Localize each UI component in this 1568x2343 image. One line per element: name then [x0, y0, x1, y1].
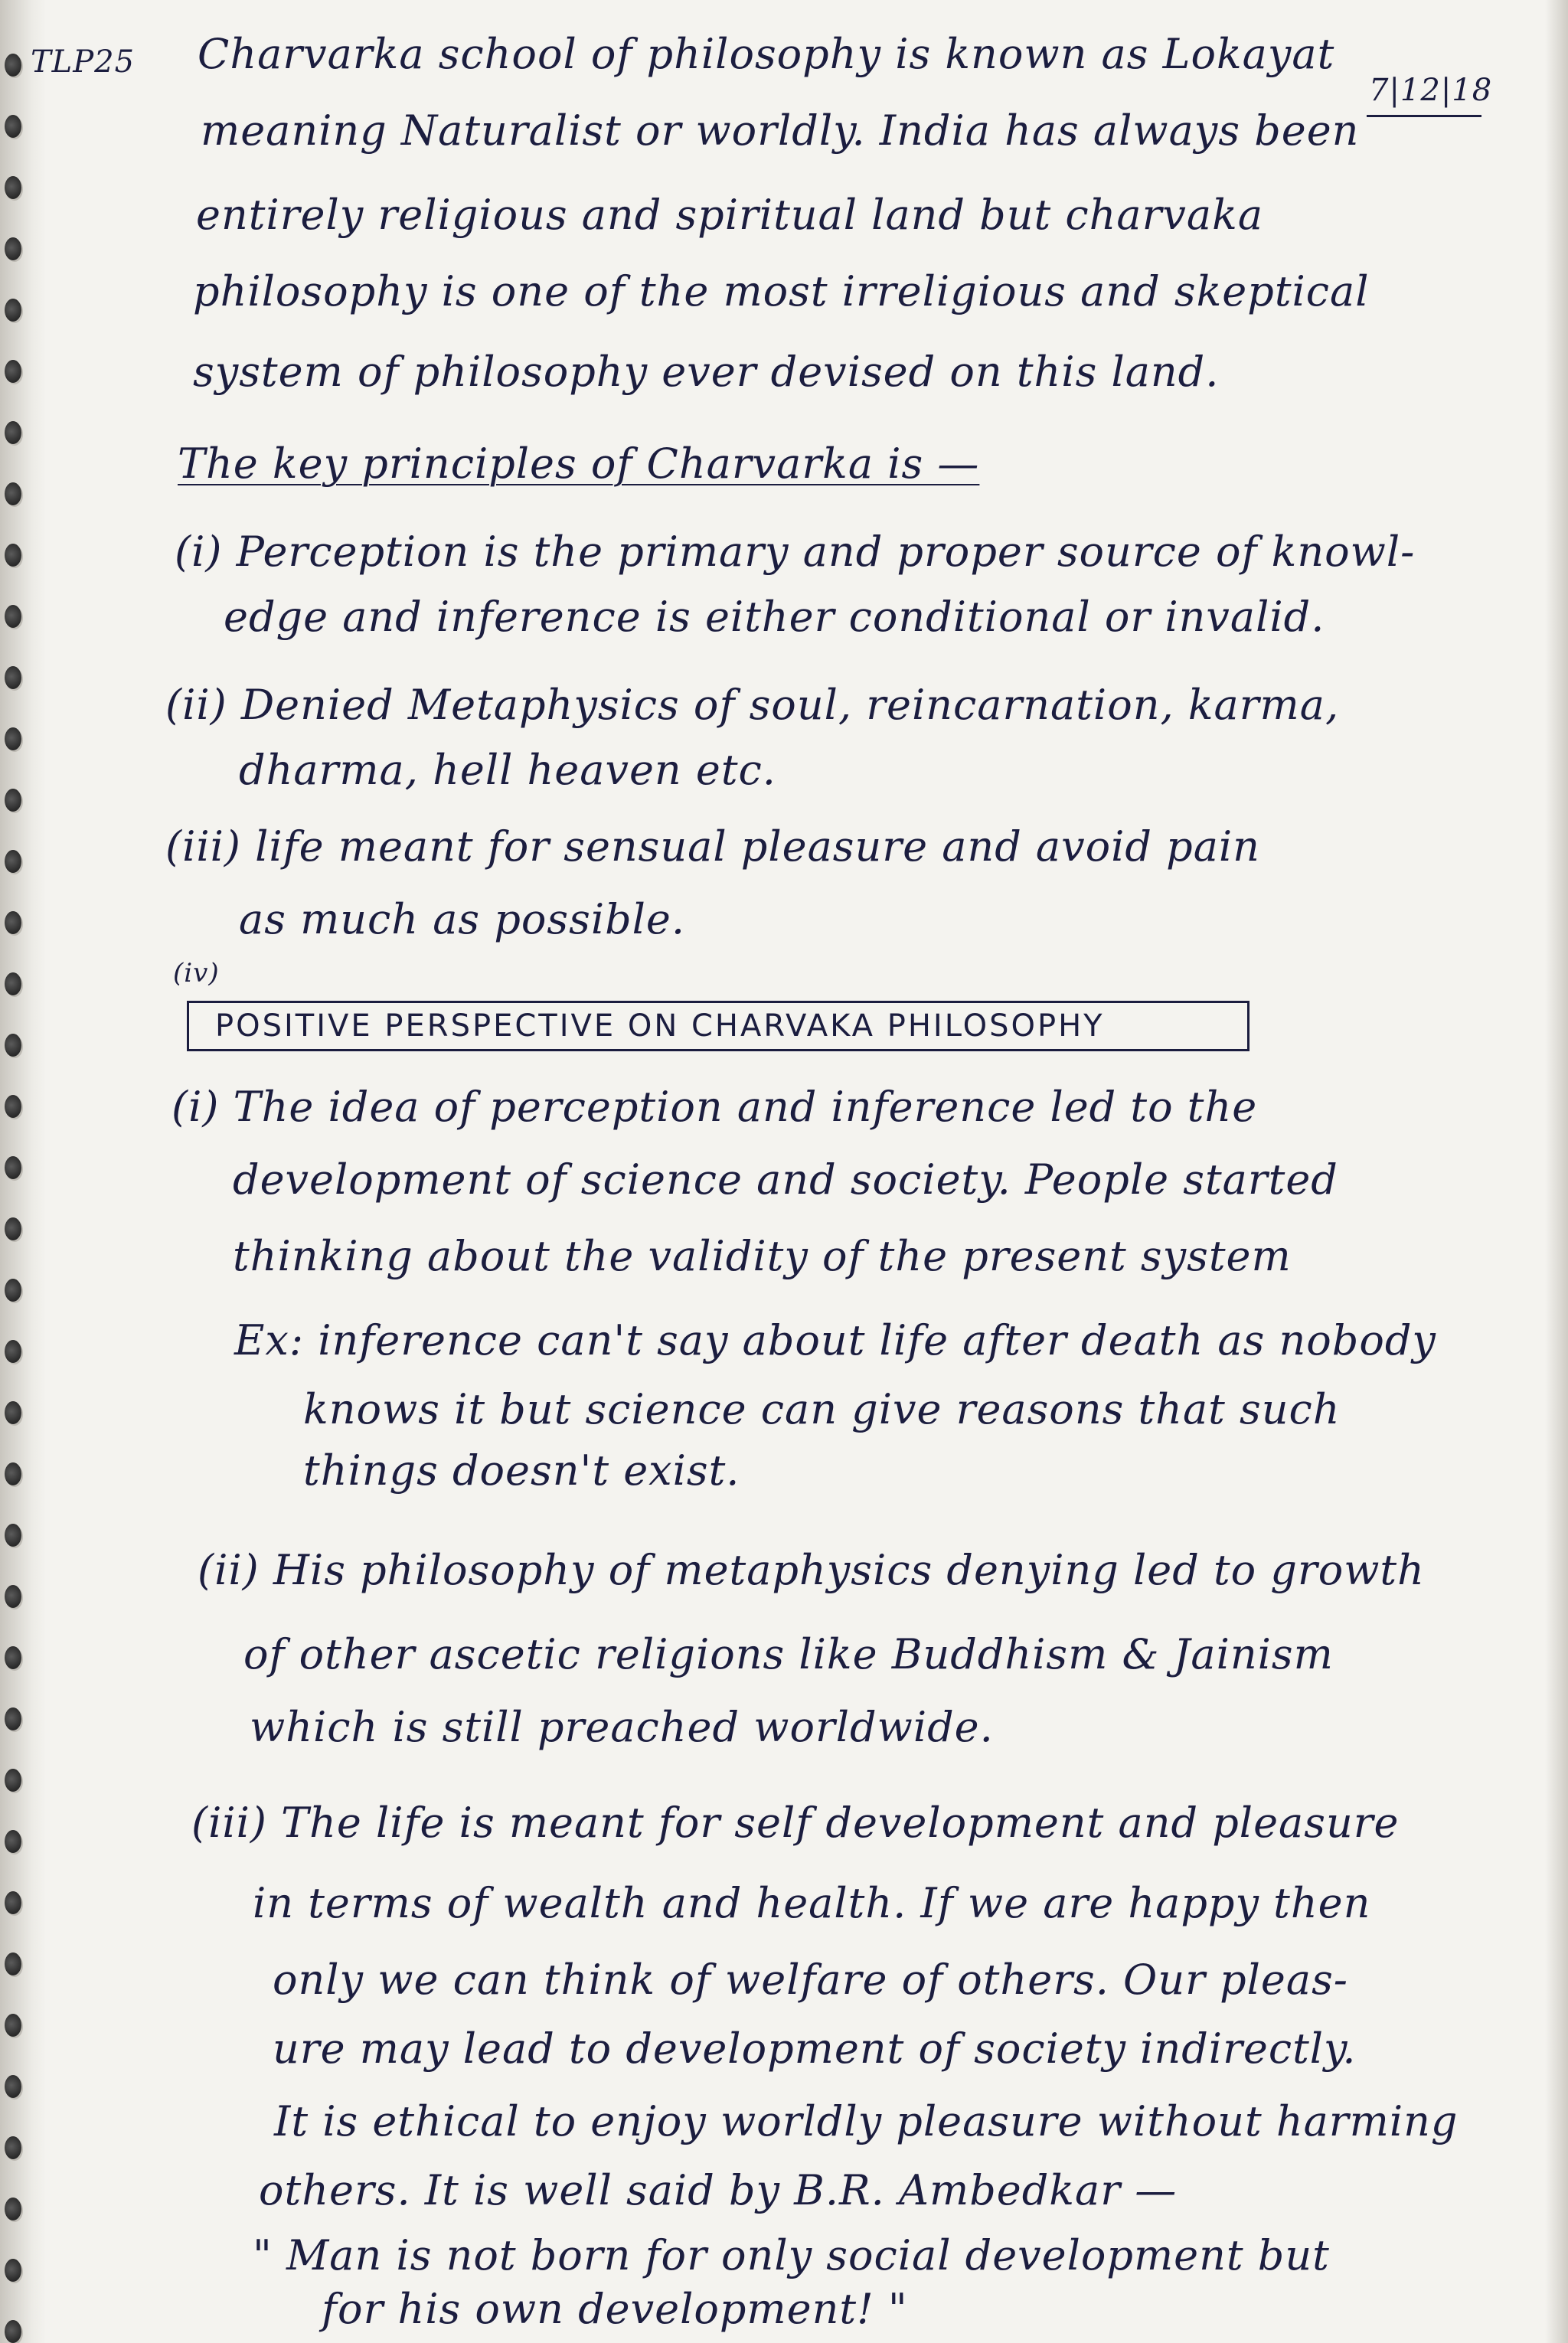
- spiral-hole: [5, 544, 21, 567]
- spiral-hole: [5, 1524, 21, 1547]
- spiral-hole: [5, 421, 21, 444]
- intro-line: Charvarka school of philosophy is known as Lokayat: [198, 30, 1335, 78]
- page-tag: TLP25: [31, 44, 136, 80]
- spiral-hole: [5, 1034, 21, 1057]
- date-underline: [1367, 115, 1481, 117]
- principle-line: edge and inference is either conditional or invalid.: [224, 593, 1325, 641]
- positive-line: development of science and society. People started: [233, 1155, 1338, 1204]
- section-marker: (iv): [173, 958, 220, 989]
- spiral-hole: [5, 972, 21, 995]
- spiral-hole: [5, 1279, 21, 1302]
- positive-line: thinking about the validity of the present system: [233, 1232, 1292, 1280]
- spiral-hole: [5, 1156, 21, 1179]
- positive-heading: POSITIVE PERSPECTIVE ON CHARVAKA PHILOSOPHY: [187, 1001, 1250, 1051]
- positive-line: which is still preached worldwide.: [250, 1703, 994, 1751]
- spiral-hole: [5, 482, 21, 505]
- page-date: 7|12|18: [1369, 73, 1493, 108]
- positive-line: Ex: inference can't say about life after death as nobody: [234, 1316, 1436, 1364]
- spiral-hole: [5, 605, 21, 628]
- spiral-hole: [5, 176, 21, 199]
- intro-line: meaning Naturalist or worldly. India has always been: [201, 106, 1360, 155]
- principle-line: as much as possible.: [239, 895, 686, 943]
- spiral-hole: [5, 1401, 21, 1424]
- spiral-binding: [0, 0, 46, 2343]
- positive-line: (iii) The life is meant for self development and pleasure: [191, 1799, 1400, 1847]
- spiral-hole: [5, 1953, 21, 1975]
- principle-line: (ii) Denied Metaphysics of soul, reincarnation, karma,: [165, 681, 1340, 729]
- spiral-hole: [5, 850, 21, 873]
- positive-line: only we can think of welfare of others. Our pleas-: [273, 1956, 1349, 2004]
- quote-line: " Man is not born for only social development but: [253, 2231, 1330, 2279]
- spiral-hole: [5, 1217, 21, 1240]
- intro-line: system of philosophy ever devised on this land.: [193, 348, 1220, 396]
- spiral-hole: [5, 1891, 21, 1914]
- principle-line: dharma, hell heaven etc.: [239, 746, 776, 794]
- positive-line: It is ethical to enjoy worldly pleasure without harming: [274, 2097, 1459, 2145]
- positive-line: ure may lead to development of society indirectly.: [273, 2024, 1357, 2073]
- spiral-hole: [5, 299, 21, 322]
- principle-line: (iii) life meant for sensual pleasure and avoid pain: [165, 822, 1260, 871]
- spiral-hole: [5, 2198, 21, 2220]
- spiral-hole: [5, 1095, 21, 1118]
- spiral-hole: [5, 115, 21, 138]
- spiral-hole: [5, 2136, 21, 2159]
- principle-line: (i) Perception is the primary and proper source of knowl-: [175, 528, 1416, 576]
- intro-line: philosophy is one of the most irreligious and skeptical: [193, 267, 1370, 315]
- spiral-hole: [5, 360, 21, 383]
- spiral-hole: [5, 727, 21, 750]
- positive-line: things doesn't exist.: [303, 1446, 740, 1495]
- intro-line: entirely religious and spiritual land but charvaka: [196, 191, 1264, 239]
- spiral-hole: [5, 2014, 21, 2037]
- spiral-hole: [5, 2320, 21, 2343]
- page-edge-shadow: [1545, 0, 1568, 2343]
- spiral-hole: [5, 54, 21, 77]
- spiral-hole: [5, 789, 21, 812]
- spiral-hole: [5, 2259, 21, 2282]
- spiral-hole: [5, 1462, 21, 1485]
- spiral-hole: [5, 1707, 21, 1730]
- positive-line: knows it but science can give reasons that such: [303, 1385, 1341, 1433]
- spiral-hole: [5, 2075, 21, 2098]
- spiral-hole: [5, 911, 21, 934]
- quote-line: for his own development! ": [322, 2285, 908, 2333]
- spiral-hole: [5, 1830, 21, 1853]
- positive-line: (ii) His philosophy of metaphysics denying led to growth: [198, 1546, 1425, 1594]
- spiral-hole: [5, 1585, 21, 1608]
- positive-line: (i) The idea of perception and inference led to the: [172, 1083, 1258, 1131]
- spiral-hole: [5, 1646, 21, 1669]
- spiral-hole: [5, 237, 21, 260]
- positive-line: in terms of wealth and health. If we are happy then: [253, 1879, 1371, 1927]
- spiral-hole: [5, 1769, 21, 1792]
- spiral-hole: [5, 1340, 21, 1363]
- positive-line: of other ascetic religions like Buddhism & Jainism: [243, 1630, 1334, 1678]
- positive-line: others. It is well said by B.R. Ambedkar —: [259, 2166, 1178, 2214]
- spiral-hole: [5, 666, 21, 689]
- principles-heading: The key principles of Charvarka is —: [178, 440, 980, 488]
